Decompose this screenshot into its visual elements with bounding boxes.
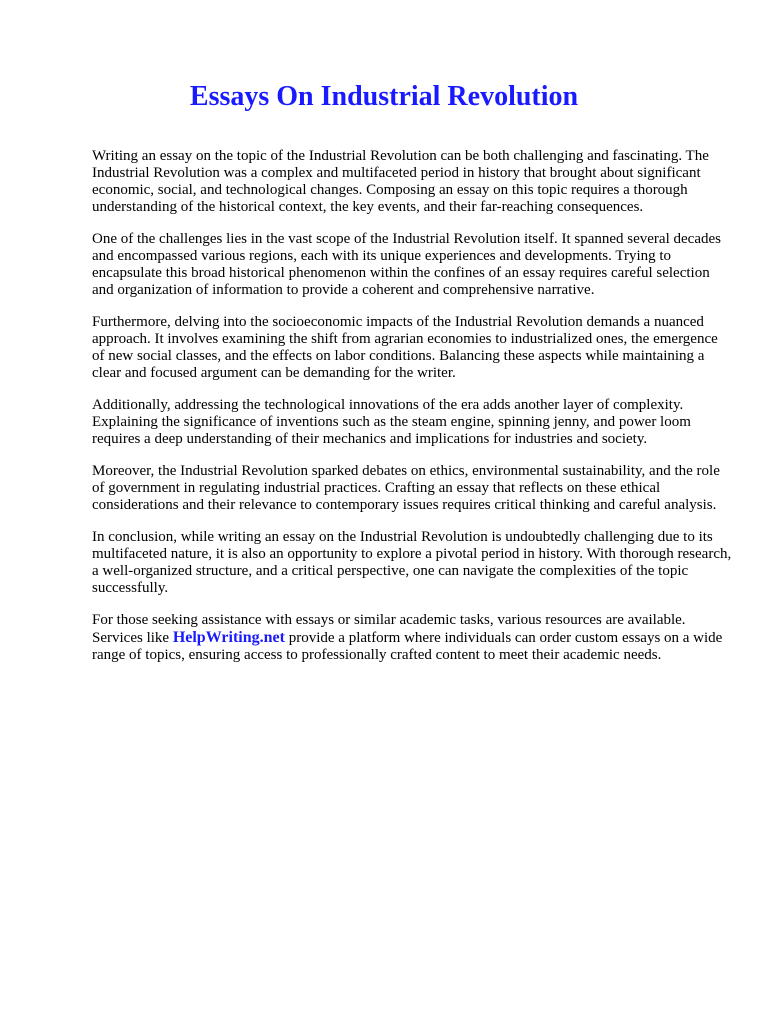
paragraph-1: Writing an essay on the topic of the Industrial Revolution can be both challenging and fascinating. The Industrial Revolution was a complex and multifaceted period in history that brought about significant economic, social, and technological changes. Composing an essay on this topic requires a thorough understanding of the historical context, the key events, and their far-reaching consequences.	[92, 148, 709, 215]
document-body	[92, 148, 732, 679]
paragraph-3: Furthermore, delving into the socioeconomic impacts of the Industrial Revolution demands a nuanced approach. It involves examining the shift from agrarian economies to industrialized ones, the emergence of new social classes, and the effects on labor conditions. Balancing these aspects while maintaining a clear and focused argument can be demanding for the writer.	[92, 314, 718, 381]
paragraph-7	[92, 612, 732, 664]
paragraph-7-after-link: provide a platform where individuals can order custom essays on a wide range of topics, ensuring access to professionally crafted content to meet their academic needs.	[92, 630, 723, 663]
paragraph-6: In conclusion, while writing an essay on the Industrial Revolution is undoubtedly challenging due to its multifaceted nature, it is also an opportunity to explore a pivotal period in history. With thorough research, a well-organized structure, and a critical perspective, one can navigate the complexities of the topic successfully.	[92, 529, 732, 596]
paragraph-2: One of the challenges lies in the vast scope of the Industrial Revolution itself. It spanned several decades and encompassed various regions, each with its unique experiences and developments. Trying to encapsulate this broad historical phenomenon within the confines of an essay requires careful selection and organization of information to provide a coherent and comprehensive narrative.	[92, 231, 721, 298]
paragraph-7-before-link: For those seeking assistance with essays or similar academic tasks, various resources are available. Services like	[92, 612, 686, 646]
paragraph-5: Moreover, the Industrial Revolution sparked debates on ethics, environmental sustainability, and the role of government in regulating industrial practices. Crafting an essay that reflects on these ethical considerations and their relevance to contemporary issues requires critical thinking and careful analysis.	[92, 463, 720, 513]
helpwriting-link[interactable]: HelpWriting.net	[172, 629, 285, 646]
paragraph-4: Additionally, addressing the technological innovations of the era adds another layer of complexity. Explaining the significance of inventions such as the steam engine, spinning jenny, and power loom requires a deep understanding of their mechanics and implications for industries and society.	[92, 397, 691, 447]
page-title: Essays On Industrial Revolution	[189, 81, 579, 112]
